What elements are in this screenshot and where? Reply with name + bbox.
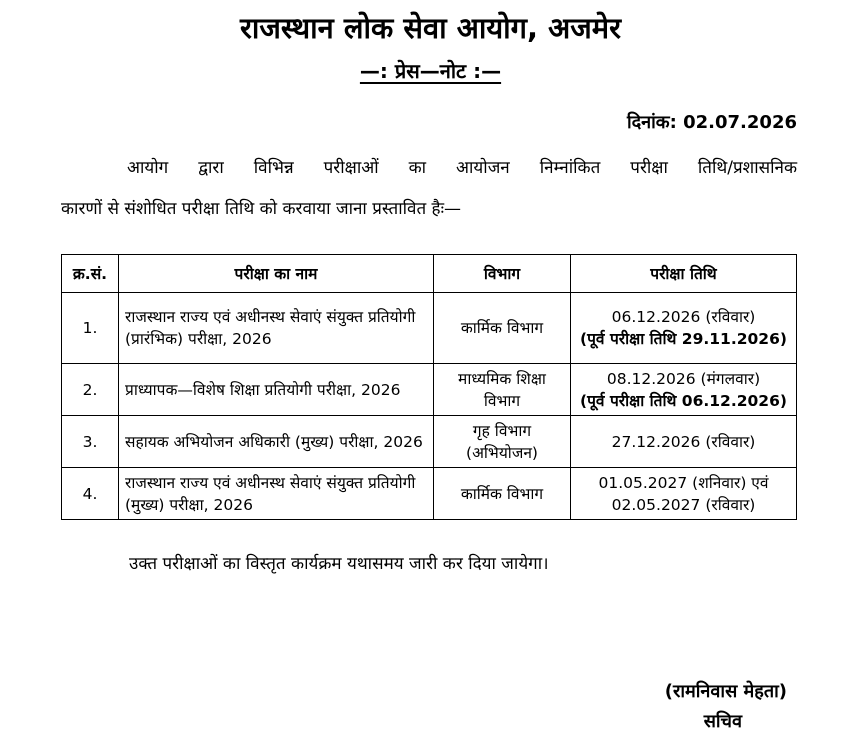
header-exam-date: परीक्षा तिथि <box>571 255 797 293</box>
table-row <box>62 293 797 364</box>
exam-date-cell <box>571 416 797 468</box>
signatory-name: (रामनिवास मेहता) <box>664 681 787 702</box>
header-exam-name: परीक्षा का नाम <box>119 255 434 293</box>
serial-cell: 2. <box>62 364 119 416</box>
exam-name-cell: राजस्थान राज्य एवं अधीनस्थ सेवाएं संयुक्त प्रतियोगी (प्रारंभिक) परीक्षा, 2026 <box>119 293 434 364</box>
intro-paragraph-line-2: कारणों से संशोधित परीक्षा तिथि को करवाया जाना प्रस्तावित हैः— <box>61 199 462 219</box>
new-exam-date: 27.12.2026 (रविवार) <box>611 432 756 451</box>
exam-date-cell <box>571 293 797 364</box>
exam-name-cell: प्राध्यापक—विशेष शिक्षा प्रतियोगी परीक्षा, 2026 <box>119 364 434 416</box>
date-label: दिनांक: <box>626 112 677 133</box>
document-title: राजस्थान लोक सेवा आयोग, अजमेर <box>240 11 621 45</box>
date-value: 02.07.2026 <box>683 112 797 133</box>
department-cell: माध्यमिक शिक्षा विभाग <box>434 364 571 416</box>
department-cell: कार्मिक विभाग <box>434 293 571 364</box>
exam-name-cell: सहायक अभियोजन अधिकारी (मुख्य) परीक्षा, 2026 <box>119 416 434 468</box>
document-date <box>627 109 797 137</box>
press-note-heading: —: प्रेस—नोट :— <box>359 59 502 83</box>
table-row <box>62 468 797 520</box>
serial-cell: 4. <box>62 468 119 520</box>
closing-statement: उक्त परीक्षाओं का विस्तृत कार्यक्रम यथासमय जारी कर दिया जायेगा। <box>129 554 549 574</box>
header-serial: क्र.सं. <box>62 255 119 293</box>
header-department: विभाग <box>434 255 571 293</box>
table-row <box>62 364 797 416</box>
serial-cell: 1. <box>62 293 119 364</box>
table-header-row <box>62 255 797 293</box>
intro-paragraph-line-1: आयोग द्वारा विभिन्न परीक्षाओं का आयोजन निम्नांकित परीक्षा तिथि/प्रशासनिक <box>127 158 797 178</box>
previous-exam-date: (पूर्व परीक्षा तिथि 29.11.2026) <box>580 330 787 348</box>
signatory-designation: सचिव <box>703 711 742 732</box>
document-subtitle <box>0 56 861 86</box>
table-row <box>62 416 797 468</box>
exam-schedule-table <box>61 254 797 520</box>
department-cell: गृह विभाग (अभियोजन) <box>434 416 571 468</box>
new-exam-date: 08.12.2026 (मंगलवार) <box>606 369 761 388</box>
previous-exam-date: (पूर्व परीक्षा तिथि 06.12.2026) <box>580 391 787 410</box>
exam-name-cell: राजस्थान राज्य एवं अधीनस्थ सेवाएं संयुक्त प्रतियोगी (मुख्य) परीक्षा, 2026 <box>119 468 434 520</box>
exam-date-cell: 01.05.2027 (शनिवार) एवं 02.05.2027 (रविवार) <box>571 468 797 520</box>
serial-cell: 3. <box>62 416 119 468</box>
exam-date-cell <box>571 364 797 416</box>
new-exam-date: 06.12.2026 (रविवार) <box>611 308 756 326</box>
department-cell: कार्मिक विभाग <box>434 468 571 520</box>
